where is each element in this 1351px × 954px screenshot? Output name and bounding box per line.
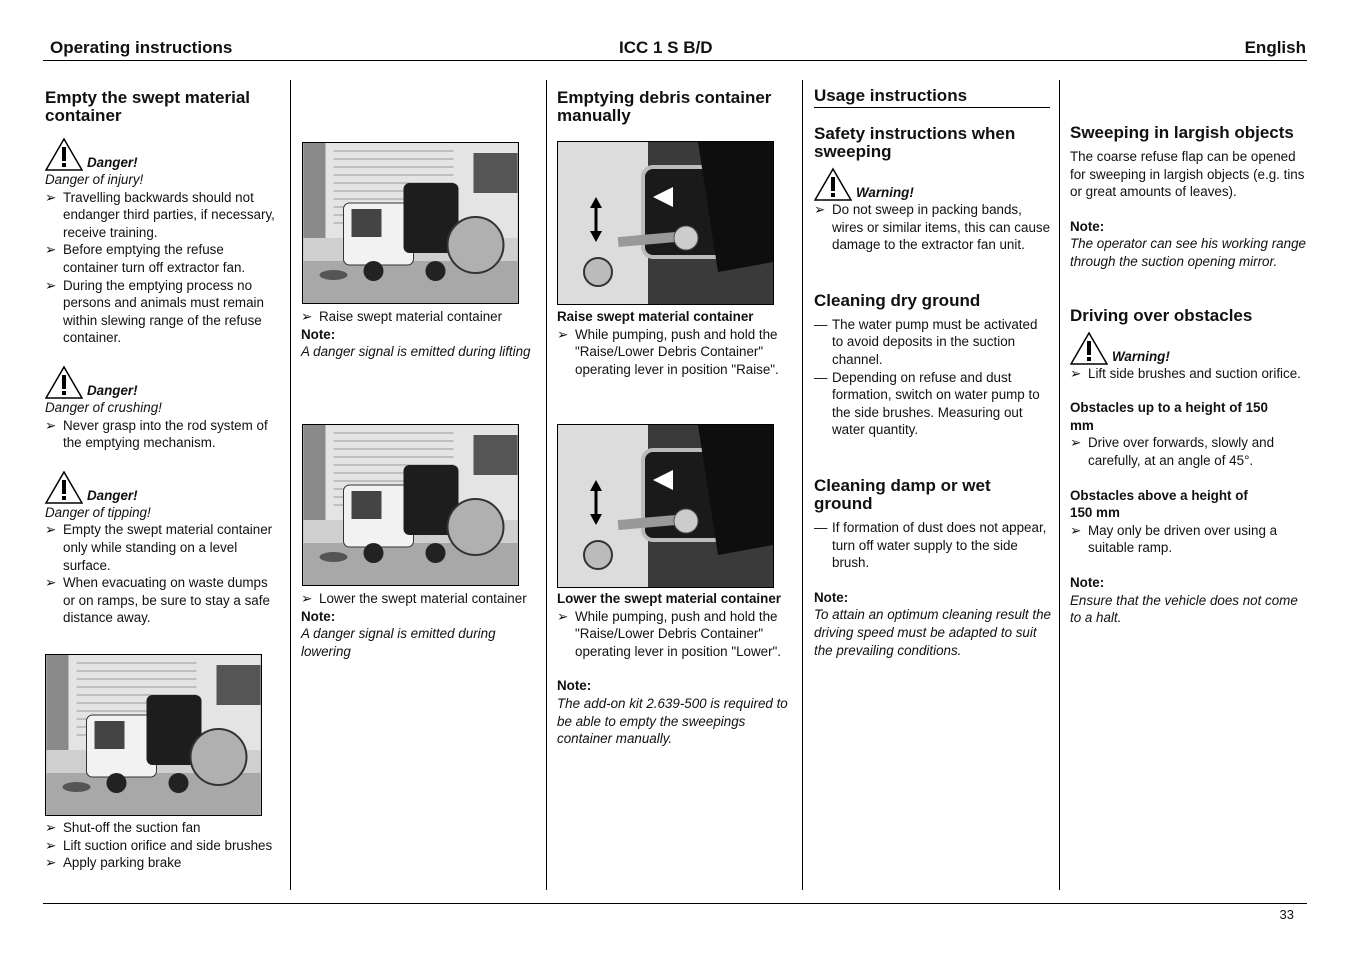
danger-label: Danger! xyxy=(87,487,138,503)
danger-subtitle: Danger of tipping! xyxy=(45,504,151,520)
note-text: A danger signal is emitted during lifting xyxy=(301,344,531,360)
header-right: English xyxy=(1244,38,1306,57)
column-divider xyxy=(290,80,291,890)
list-item: ➢ Raise swept material container xyxy=(301,309,503,324)
section-title: Cleaning damp or wet ground xyxy=(814,475,991,513)
page-number: 33 xyxy=(1279,907,1294,922)
body-text: The coarse refuse flap can be opened for sweeping in largish objects (e.g. tins or great amounts of leaves). xyxy=(1070,149,1305,200)
danger-block xyxy=(45,468,280,504)
note-text: Ensure that the vehicle does not come to a halt. xyxy=(1070,592,1298,626)
warning-block xyxy=(1070,329,1306,365)
list-item: ➢ Drive over forwards, slowly and carefully, at an angle of 45°. xyxy=(1070,435,1275,468)
lower-container-photo xyxy=(302,424,519,586)
list-item: ➢ Travelling backwards should not endanger third parties, if necessary, receive training. xyxy=(45,189,275,240)
danger-icon xyxy=(45,137,83,171)
usage-title: Usage instructions xyxy=(814,86,968,105)
subsection-title: Obstacles up to a height of 150 mm xyxy=(1070,400,1268,433)
list-item: ➢ When evacuating on waste dumps or on ramps, be sure to stay a safe distance away. xyxy=(45,575,270,626)
danger-list xyxy=(45,189,280,347)
raise-lever-photo xyxy=(557,141,774,305)
note-label: Note: xyxy=(1070,574,1105,590)
list-item: ➢ Lift suction orifice and side brushes xyxy=(45,837,273,853)
danger-block xyxy=(45,363,280,399)
section-title: Sweeping in largish objects xyxy=(1070,123,1294,142)
column-2-top xyxy=(301,308,536,361)
warning-icon xyxy=(814,167,852,201)
column-3 xyxy=(557,86,795,125)
list-item: ➢ Before emptying the refuse container turn off extractor fan. xyxy=(45,242,246,275)
list-item: ➢ Never grasp into the rod system of the emptying mechanism. xyxy=(45,417,268,451)
warning-block xyxy=(814,165,1052,201)
danger-block xyxy=(45,135,280,171)
section-title: Emptying debris container manually xyxy=(557,88,772,125)
note-text: The add-on kit 2.639-500 is required to be able to empty the sweepings container manually. xyxy=(557,695,788,747)
danger-subtitle: Danger of injury! xyxy=(45,172,144,187)
column-2-bottom xyxy=(301,590,536,660)
list-item: ➢ Do not sweep in packing bands, wires or similar items, this can cause damage to the extractor fan unit. xyxy=(814,202,1051,253)
column-5 xyxy=(1070,124,1306,627)
photo-caption: Raise swept material container xyxy=(557,309,754,324)
note-text: To attain an optimum cleaning result the driving speed must be adapted to suit the prevailing conditions. xyxy=(814,607,1051,658)
danger-label: Danger! xyxy=(87,382,138,398)
note-label: Note: xyxy=(557,678,592,694)
column-divider xyxy=(802,80,803,890)
warning-label: Warning! xyxy=(856,185,914,200)
list-item: ➢ During the emptying process no persons and animals must remain within slewing range of the refuse container. xyxy=(45,277,264,346)
lower-lever-photo xyxy=(557,424,774,588)
header-center: ICC 1 S B/D xyxy=(619,38,713,57)
section-title: Cleaning dry ground xyxy=(814,290,981,310)
danger-icon xyxy=(45,470,83,504)
raise-container-photo xyxy=(302,142,519,304)
column-divider xyxy=(546,80,547,890)
warning-label: Warning! xyxy=(1112,348,1170,364)
danger-list xyxy=(45,521,280,627)
note-label: Note: xyxy=(301,326,336,342)
section-title: Empty the swept material container xyxy=(45,88,251,125)
header-rule xyxy=(43,60,1307,61)
sweeper-photo xyxy=(45,654,262,816)
danger-subtitle: Danger of crushing! xyxy=(45,399,162,415)
subsection-title: Obstacles above a height of 150 mm xyxy=(1070,487,1248,521)
note-label: Note: xyxy=(1070,218,1105,234)
list-item: — Depending on refuse and dust formation, switch on water pump to the side brushes. Measuring out water quantity. xyxy=(814,369,1040,438)
list-item: ➢ Empty the swept material container only while standing on a level surface. xyxy=(45,522,273,573)
list-item: — If formation of dust does not appear, turn off water supply to the side brush. xyxy=(814,519,1047,571)
list-item: ➢ While pumping, push and hold the "Raise/Lower Debris Container" operating lever in position "Raise". xyxy=(557,326,779,377)
list-item: ➢ While pumping, push and hold the "Raise/Lower Debris Container" operating lever in position "Lower". xyxy=(557,608,782,659)
warning-icon xyxy=(1070,331,1108,365)
photo-caption: Lower the swept material container xyxy=(557,591,781,606)
danger-list xyxy=(45,417,280,452)
list-item: ➢ Lower the swept material container xyxy=(301,591,527,606)
usage-rule xyxy=(814,107,1050,108)
note-label: Note: xyxy=(301,608,336,624)
column-1 xyxy=(45,86,280,627)
note-text: A danger signal is emitted during lowering xyxy=(301,626,496,659)
list-item: — The water pump must be activated to avoid deposits in the suction channel. xyxy=(814,316,1038,367)
danger-label: Danger! xyxy=(87,155,138,170)
column-3-raise xyxy=(557,308,795,378)
note-label: Note: xyxy=(814,589,849,605)
column-4 xyxy=(814,86,1052,659)
list-item: ➢ Apply parking brake xyxy=(45,855,182,871)
section-title: Safety instructions when sweeping xyxy=(814,124,1016,161)
list-item: ➢ Lift side brushes and suction orifice. xyxy=(1070,365,1301,381)
danger-icon xyxy=(45,365,83,399)
section-title: Driving over obstacles xyxy=(1070,305,1253,325)
footer-rule xyxy=(43,903,1307,904)
list-item: ➢ Shut-off the suction fan xyxy=(45,820,201,835)
note-text: The operator can see his working range through the suction opening mirror. xyxy=(1070,236,1306,269)
photo-steps xyxy=(45,819,280,872)
header-left: Operating instructions xyxy=(50,38,233,57)
column-3-lower xyxy=(557,590,795,748)
column-divider xyxy=(1059,80,1060,890)
list-item: ➢ May only be driven over using a suitable ramp. xyxy=(1070,522,1278,556)
